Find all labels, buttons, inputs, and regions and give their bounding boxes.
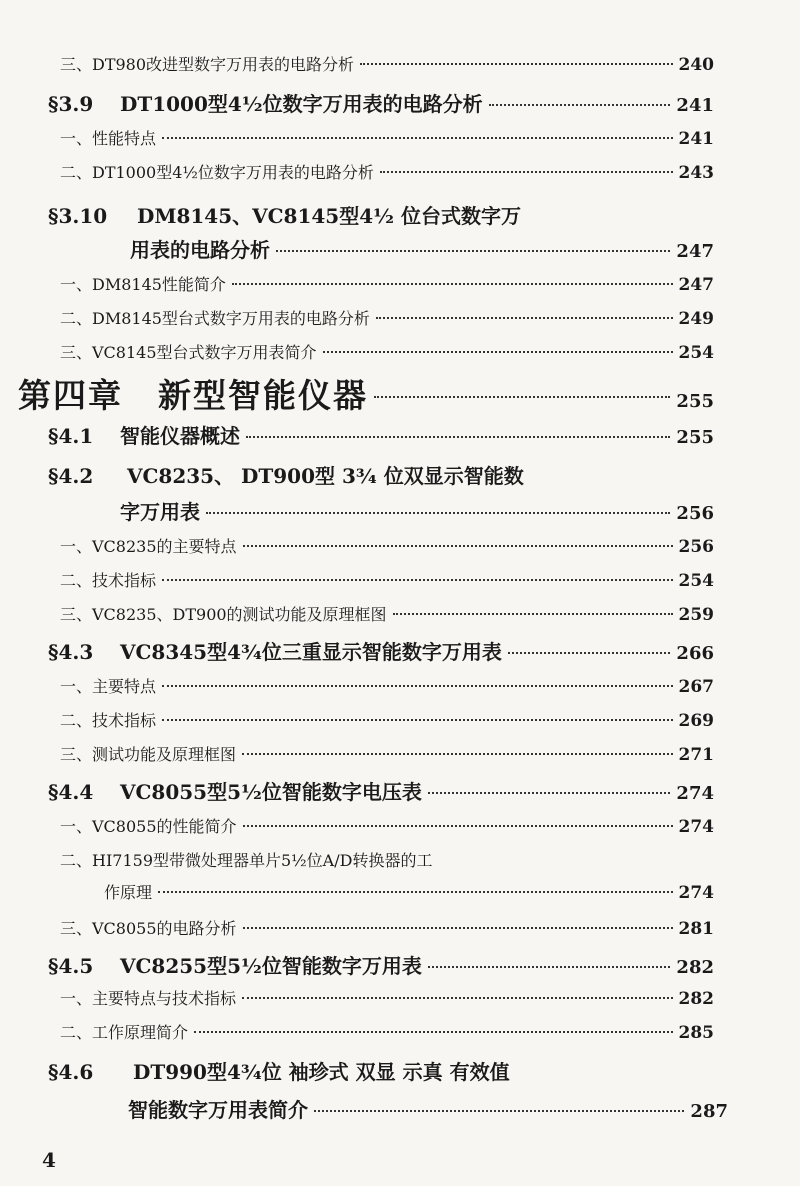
toc-page-number: 247 [676, 241, 714, 262]
toc-page-number: 247 [678, 275, 714, 295]
toc-entry [60, 160, 714, 183]
toc-page-number: 266 [676, 643, 714, 664]
toc-section-entry [120, 496, 714, 525]
toc-label: 三、DT980改进型数字万用表的电路分析 [60, 55, 355, 74]
toc-entry [60, 126, 714, 149]
toc-page-number: 256 [678, 537, 714, 557]
section-number: §4.5 [48, 954, 94, 978]
toc-label: 一、主要特点与技术指标 [60, 989, 237, 1008]
section-number: §4.6 [48, 1060, 94, 1084]
toc-label: 三、VC8055的电路分析 [60, 919, 237, 938]
toc-page-number: 274 [678, 883, 714, 903]
section-number: §3.10 [48, 204, 108, 228]
toc-entry [104, 880, 714, 903]
toc-label: VC8055型5½位智能数字电压表 [120, 780, 422, 804]
toc-label: 二、工作原理简介 [60, 1023, 189, 1042]
toc-page-number: 256 [676, 503, 714, 524]
toc-label: 一、性能特点 [60, 129, 157, 148]
toc-label-line2: 字万用表 [120, 500, 200, 524]
toc-section-heading [48, 200, 521, 229]
toc-label-line2: 智能数字万用表简介 [128, 1098, 308, 1122]
toc-entry [60, 674, 714, 697]
toc-page-number: 243 [678, 163, 714, 183]
toc-page-number: 254 [678, 571, 714, 591]
toc-label-line1: DM8145、VC8145型4½ 位台式数字万 [136, 204, 521, 228]
toc-page-number: 274 [676, 783, 714, 804]
toc-label: 二、技术指标 [60, 571, 157, 590]
toc-page-number: 259 [678, 605, 714, 625]
toc-page-number: 285 [678, 1023, 714, 1043]
toc-entry [60, 272, 714, 295]
toc-section-entry [130, 234, 714, 263]
toc-entry [60, 534, 714, 557]
toc-page-number: 287 [690, 1101, 728, 1122]
toc-page-number: 249 [678, 309, 714, 329]
toc-page-number: 241 [678, 129, 714, 149]
toc-label: 一、VC8235的主要特点 [60, 537, 237, 556]
section-number: §4.1 [48, 424, 94, 448]
toc-chapter-entry [18, 370, 714, 417]
toc-label: VC8255型5½位智能数字万用表 [120, 954, 422, 978]
toc-label: 三、VC8145型台式数字万用表简介 [60, 343, 317, 362]
toc-label-line1: DT990型4¾位 袖珍式 双显 示真 有效值 [132, 1060, 510, 1084]
toc-label: 一、DM8145性能简介 [60, 275, 226, 294]
toc-label: 智能仪器概述 [120, 424, 240, 448]
toc-entry [60, 986, 714, 1009]
toc-page-number: 281 [678, 919, 714, 939]
toc-label: VC8345型4¾位三重显示智能数字万用表 [120, 640, 502, 664]
toc-page-number: 240 [678, 55, 714, 75]
toc-page-number: 255 [676, 391, 714, 412]
toc-label-line1: 二、HI7159型带微处理器单片5½位A/D转换器的工 [60, 851, 433, 870]
toc-entry [60, 1020, 714, 1043]
toc-page-number: 282 [676, 957, 714, 978]
toc-section-entry [48, 88, 714, 117]
chapter-title: 第四章 新型智能仪器 [18, 376, 368, 415]
toc-label: 二、DT1000型4½位数字万用表的电路分析 [60, 163, 374, 182]
toc-entry [60, 742, 714, 765]
toc-label-line2: 用表的电路分析 [130, 238, 270, 262]
section-number: §4.3 [48, 640, 94, 664]
toc-label: DT1000型4½位数字万用表的电路分析 [120, 92, 483, 116]
toc-section-heading [48, 460, 524, 489]
toc-label: 三、测试功能及原理框图 [60, 745, 237, 764]
toc-label: 二、技术指标 [60, 711, 157, 730]
toc-label: 二、DM8145型台式数字万用表的电路分析 [60, 309, 370, 328]
toc-section-entry [48, 636, 714, 665]
toc-section-heading [48, 1056, 510, 1085]
toc-label: 三、VC8235、DT900的测试功能及原理框图 [60, 605, 387, 624]
toc-entry-line1 [60, 848, 432, 871]
section-number: §4.4 [48, 780, 94, 804]
toc-entry [60, 708, 714, 731]
section-number: §4.2 [48, 464, 94, 488]
toc-page-number: 271 [678, 745, 714, 765]
toc-page-number: 241 [676, 95, 714, 116]
toc-entry [60, 916, 714, 939]
toc-entry [60, 568, 714, 591]
toc-page-number: 274 [678, 817, 714, 837]
toc-page-number: 267 [678, 677, 714, 697]
toc-section-entry [48, 776, 714, 805]
toc-entry [60, 306, 714, 329]
toc-entry [60, 602, 714, 625]
toc-section-entry [128, 1094, 728, 1123]
toc-label-line1: VC8235、 DT900型 3¾ 位双显示智能数 [126, 464, 524, 488]
toc-section-entry [48, 950, 714, 979]
section-number: §3.9 [48, 92, 94, 116]
toc-entry [60, 52, 714, 75]
page-folio: 4 [42, 1148, 56, 1172]
toc-page-number: 254 [678, 343, 714, 363]
toc-label: 一、主要特点 [60, 677, 157, 696]
toc-page-number: 282 [678, 989, 714, 1009]
toc-page-number: 255 [676, 427, 714, 448]
toc-section-entry [48, 420, 714, 449]
toc-label: 一、VC8055的性能简介 [60, 817, 237, 836]
toc-entry [60, 340, 714, 363]
toc-entry [60, 814, 714, 837]
toc-label-line2: 作原理 [104, 883, 153, 902]
toc-page-number: 269 [678, 711, 714, 731]
